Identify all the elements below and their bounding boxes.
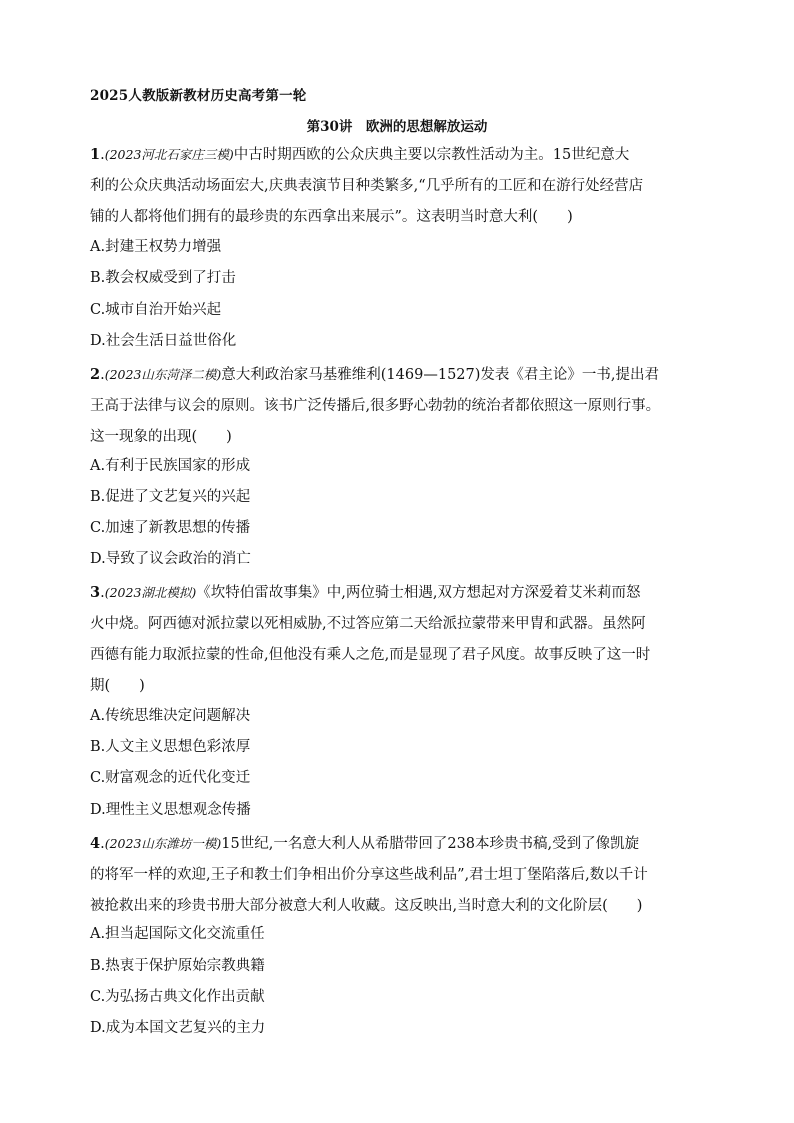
question-4-stem: 4.(2023山东潍坊一模)15世纪,一名意大利人从希腊带回了238本珍贵书稿,受到了像凯旋 的将军一样的欢迎,王子和教士们争相出价分享这些战利品”,君士坦丁堡陷落后,数以千计 被抢救出来的珍贵书册大部分被意大利人收藏。这反映出,当时意大利的文化阶层( ) bbox=[90, 828, 720, 922]
option-c: C.为弘扬古典文化作出贡献 bbox=[90, 989, 265, 1005]
question-2-stem: 2.(2023山东菏泽二模)意大利政治家马基雅维利(1469—1527)发表《君主论》一书,提出君 王高于法律与议会的原则。该书广泛传播后,很多野心勃勃的统治者都依照这一原则行事。 这一现象的出现( ) bbox=[90, 359, 720, 453]
stem-line: 铺的人都将他们拥有的最珍贵的东西拿出来展示”。这表明当时意大利( ) bbox=[90, 209, 573, 225]
stem-line: 的将军一样的欢迎,王子和教士们争相出价分享这些战利品”,君士坦丁堡陷落后,数以千计 bbox=[90, 867, 648, 883]
stem-line: 火中烧。阿西德对派拉蒙以死相威胁,不过答应第二天给派拉蒙带来甲胄和武器。虽然阿 bbox=[90, 616, 646, 632]
lecture-title: 第30讲 欧洲的思想解放运动 bbox=[306, 119, 488, 135]
option-a: A.传统思维决定问题解决 bbox=[90, 708, 251, 724]
question-number: 1 bbox=[90, 146, 101, 163]
question-source: (2023河北石家庄三模) bbox=[104, 147, 234, 162]
option-b: B.教会权威受到了打击 bbox=[90, 270, 236, 286]
stem-line: 《坎特伯雷故事集》中,两位骑士相遇,双方想起对方深爱着艾米莉而怒 bbox=[196, 585, 641, 601]
option-b: B.促进了文艺复兴的兴起 bbox=[90, 489, 251, 505]
question-source: (2023湖北模拟) bbox=[104, 585, 197, 600]
option-a: A.封建王权势力增强 bbox=[90, 239, 222, 255]
option-c: C.加速了新教思想的传播 bbox=[90, 520, 251, 536]
stem-line: 意大利政治家马基雅维利(1469—1527)发表《君主论》一书,提出君 bbox=[221, 367, 660, 383]
document-header: 2025人教版新教材历史高考第一轮 bbox=[90, 88, 307, 104]
question-1-stem: 1.(2023河北石家庄三模)中古时期西欧的公众庆典主要以宗教性活动为主。15世纪意大 利的公众庆典活动场面宏大,庆典表演节目种类繁多,“几乎所有的工匠和在游行处经营店 铺的人都将他们拥有的最珍贵的东西拿出来展示”。这表明当时意大利( ) bbox=[90, 139, 720, 233]
option-c: C.财富观念的近代化变迁 bbox=[90, 770, 251, 786]
stem-line: 这一现象的出现( ) bbox=[90, 429, 232, 445]
stem-line: 王高于法律与议会的原则。该书广泛传播后,很多野心勃勃的统治者都依照这一原则行事。 bbox=[90, 398, 661, 414]
question-number: 4 bbox=[90, 835, 101, 852]
stem-line: 15世纪,一名意大利人从希腊带回了238本珍贵书稿,受到了像凯旋 bbox=[221, 836, 640, 852]
option-a: A.有利于民族国家的形成 bbox=[90, 458, 251, 474]
option-c: C.城市自治开始兴起 bbox=[90, 302, 222, 318]
question-source: (2023山东潍坊一模) bbox=[104, 836, 222, 851]
stem-line: 利的公众庆典活动场面宏大,庆典表演节目种类繁多,“几乎所有的工匠和在游行处经营店 bbox=[90, 178, 644, 194]
option-d: D.理性主义思想观念传播 bbox=[90, 802, 251, 818]
option-d: D.成为本国文艺复兴的主力 bbox=[90, 1020, 266, 1036]
stem-line: 西德有能力取派拉蒙的性命,但他没有乘人之危,而是显现了君子风度。故事反映了这一时 bbox=[90, 647, 651, 663]
question-number: 3 bbox=[90, 584, 101, 601]
option-d: D.社会生活日益世俗化 bbox=[90, 333, 237, 349]
option-b: B.热衷于保护原始宗教典籍 bbox=[90, 958, 265, 974]
stem-line: 中古时期西欧的公众庆典主要以宗教性活动为主。15世纪意大 bbox=[233, 147, 630, 163]
stem-line: 被抢救出来的珍贵书册大部分被意大利人收藏。这反映出,当时意大利的文化阶层( ) bbox=[90, 898, 643, 914]
option-d: D.导致了议会政治的消亡 bbox=[90, 551, 251, 567]
option-a: A.担当起国际文化交流重任 bbox=[90, 926, 265, 942]
question-number: 2 bbox=[90, 366, 101, 383]
stem-line: 期( ) bbox=[90, 678, 145, 694]
question-3-stem: 3.(2023湖北模拟)《坎特伯雷故事集》中,两位骑士相遇,双方想起对方深爱着艾米莉而怒 火中烧。阿西德对派拉蒙以死相威胁,不过答应第二天给派拉蒙带来甲胄和武器。虽然阿 西德有能力取派拉蒙的性命,但他没有乘人之危,而是显现了君子风度。故事反映了这一时 期( ) bbox=[90, 577, 720, 702]
question-source: (2023山东菏泽二模) bbox=[104, 367, 222, 382]
option-b: B.人文主义思想色彩浓厚 bbox=[90, 739, 251, 755]
